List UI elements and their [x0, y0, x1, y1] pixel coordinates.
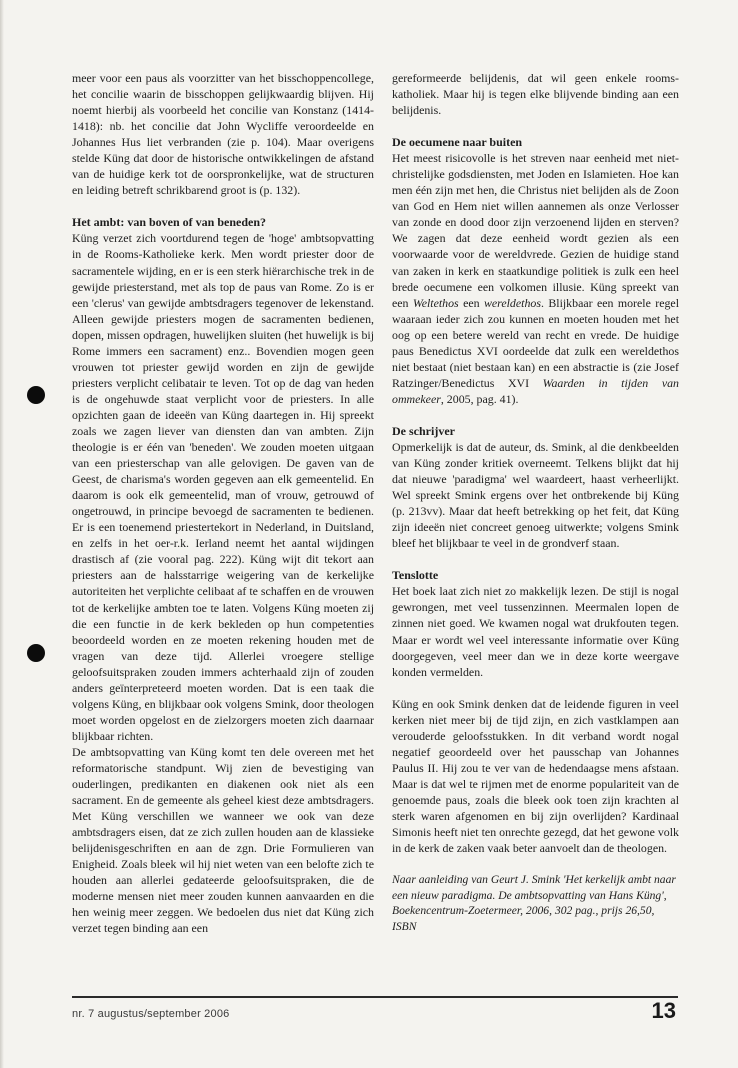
right-intro-paragraph: gereformeerde belijdenis, dat wil geen enkele rooms-katholiek. Maar hij is tegen elke blijvende binding aan een belijdenis.: [392, 71, 679, 118]
schrijver-paragraph: Opmerkelijk is dat de auteur, ds. Smink, al die denkbeelden van Küng zonder kritiek overneemt. Telkens blijkt dat hij dat nieuwe 'paradigma' wel waardeert, haast verheerlijkt. Wel spreekt Smink ergens over het ontbrekende bij Küng (p. 213vv). Maar dat heeft betrekking op het feit, dat Küng zijn ideeën niet concreet genoeg uitwerkte; volgens Smink bleef het blijkbaar te veel in de grondverf staan.: [392, 439, 679, 551]
oecumene-text-4: , 2005, pag. 41).: [440, 391, 519, 406]
heading-ambt: Het ambt: van boven of van beneden?: [72, 215, 267, 230]
tenslotte-paragraph: Het boek laat zich niet zo makkelijk lezen. De stijl is nogal gewrongen, met veel tussenzinnen. Meermalen lopen de zinnen niet goed. We kwamen nogal wat drukfouten tegen. Maar er wordt wel veel interessante informatie over Küng doorgegeven, veel meer dan we in deze korte weergave konden vermelden.: [392, 584, 679, 679]
waarden-book-title: Waarden in tijden van ommekeer: [392, 375, 679, 406]
footer-rule: [72, 996, 678, 998]
left-column: [72, 70, 374, 936]
ambt-paragraph-2: De ambtsopvatting van Küng komt ten dele overeen met het reformatorische standpunt. Wij zien de bevestiging van ouderlingen, predikanten en diakenen ook niet als een sacrament. En de gemeente als geheel kiest deze ambtsdragers. Met Küng verschillen we wanneer we ook van deze ambtsdragers eisen, dat ze zich zullen houden aan de klassieke belijdenisgeschriften en aan de zgn. Drie Formulieren van Enigheid. Zoals bleek wil hij niet weten van een belofte zich te houden aan allerlei gedateerde geloofsuitspraken, die de moderne mensen niet meer zouden kunnen aanvaarden en die hen weinig meer zeggen. We bedoelen dus niet dat Küng zich verzet tegen binding aan een: [72, 744, 374, 936]
issue-label: nr. 7 augustus/september 2006: [72, 1008, 230, 1020]
book-credit: Naar aanleiding van Geurt J. Smink 'Het kerkelijk ambt naar een nieuw paradigma. De ambtsopvatting van Hans Küng', Boekencentrum-Zoetermeer, 2006, 302 pag., prijs 26,50, ISBN: [392, 873, 676, 933]
oecumene-paragraph: [392, 150, 679, 407]
heading-schrijver: De schrijver: [392, 423, 455, 438]
right-column: [392, 70, 679, 934]
page-edge: [0, 0, 4, 1068]
ambt-paragraph-1: Küng verzet zich voortdurend tegen de 'hoge' ambtsopvatting in de Rooms-Katholieke kerk. Men wordt priester door de sacramentele wijding, en er is een sterk hiërarchische trek in de gewijde priesterstand, met als top de paus van Rome. Zo is er een 'clerus' van gewijde ambtsdragers tegenover de lekenstand. Alleen gewijde priesters mogen de sacramenten bedienen, dopen, missen opdragen, huwelijken sluiten (het huwelijk is bij Rome immers een sacrament) enz.. Bovendien mogen geen vrouwen tot priester gewijd worden en zijn de gewijde priesters verplicht celibatair te leven. Tot op de dag van heden is de ongehuwde staat verplicht voor de priesters. In alle opzichten gaan de ideeën van Küng daartegen in. Hij spreekt zoals we zagen liever van diensten dan van ambten. Zijn theologie is er één van 'beneden'. We zouden moeten uitgaan van een priesterschap van alle gelovigen. De gaven van de Geest, de charisma's worden gegeven aan elk gemeentelid. En daarom is ook elk gemeentelid, man of vrouw, getrouwd of ongetrouwd, in principe bevoegd de sacramenten te bedienen. Er is een toenemend priestertekort in Nederland, in Duitsland, en zelfs in het oer-r.k. Ierland neemt het aantal wijdingen drastisch af (zie vooral pag. 222). Küng wijt dit tekort aan priesters aan de halsstarrige weigering van de kerkelijke autoriteiten het verplichte celibaat af te schaffen en de vrouwen tot de kerkelijke ambten toe te laten. Volgens Küng moeten zij die een functie in de kerk bekleden op hun competenties beoordeeld worden en ze moeten rekening houden met de vragen van deze tijd. Allerlei vroegere stellige geloofsuitspraken zouden immers achterhaald zijn of zouden anders geïnterpreteerd moeten worden. Dat is een taak die volgens Küng, en blijkbaar ook volgens Smink, door theologen moet worden opgelost en de zielzorgers moeten zich daarnaar blijkbaar richten.: [72, 231, 374, 743]
heading-oecumene: De oecumene naar buiten: [392, 135, 523, 150]
heading-tenslotte: Tenslotte: [392, 568, 439, 583]
oecumene-text-3: . Blijkbaar een morele regel waaraan ieder zich zou kunnen en moeten houden met het oog op een betere wereld van recht en vrede. De huidige paus Benedictus XVI oordeelde dat zulk een wereldethos niet bestaat (niet bestaan kan) en een abstractie is (zie Josef Ratzinger/Benedictus XVI: [392, 295, 679, 390]
binder-hole-top: [27, 386, 45, 404]
closing-paragraph: Küng en ook Smink denken dat de leidende figuren in veel kerken niet meer bij de tijd zijn, en zich vastklampen aan verouderde geloofsstukken. In dit verband wordt nogal negatief geoordeeld over het pausschap van Johannes Paulus II. Hij zou te ver van de hedendaagse mens afstaan. Maar is dat wel te rijmen met de enorme populariteit van de genoemde paus, zoals die bleek ook toen zijn krachten al sterk waren afgenomen en bij zijn overlijden? Kardinaal Simonis heeft niet ten onrechte gezegd, dat het gewone volk in de kerk de zaken vaak beter aanvoelt dan de theologen.: [392, 696, 679, 856]
wereldethos-term: wereldethos: [483, 295, 541, 310]
left-intro-paragraph: meer voor een paus als voorzitter van het bisschoppencollege, het concilie waarin de bisschoppen gelijkwaardig blijven. Hij noemt hierbij als voorbeeld het concilie van Konstanz (1414-1418): nb. het concilie dat John Wycliffe veroordeelde en Johannes Hus liet verbranden (zie p. 104). Maar overigens stelde Küng dat door de historische ontwikkelingen de afstand van de huidige kerk tot de oorspronkelijke, wat de structuren en leiding betreft schrikbarend groot is (p. 132).: [72, 71, 374, 198]
binder-hole-bottom: [27, 644, 45, 662]
page-number: 13: [651, 998, 676, 1023]
oecumene-text-2: een: [458, 295, 484, 310]
oecumene-text-1: Het meest risicovolle is het streven naar eenheid met niet-christelijke godsdiensten, met Joden en Islamieten. Hoe kan men één zijn met hen, die Christus niet belijden als de Zoon van God en Hem niet willen aannemen als onze Verlosser van zonde en dood door zijn verzoenend lijden en sterven? We zagen dat deze eenheid wordt gezien als een voorwaarde voor de wereldvrede. Gezien de huidige stand van zaken in kerk en staatkundige politiek is zulk een heel brede oecumene een volkomen illusie. Küng spreekt van een: [392, 151, 679, 310]
weltethos-term: Weltethos: [412, 295, 459, 310]
